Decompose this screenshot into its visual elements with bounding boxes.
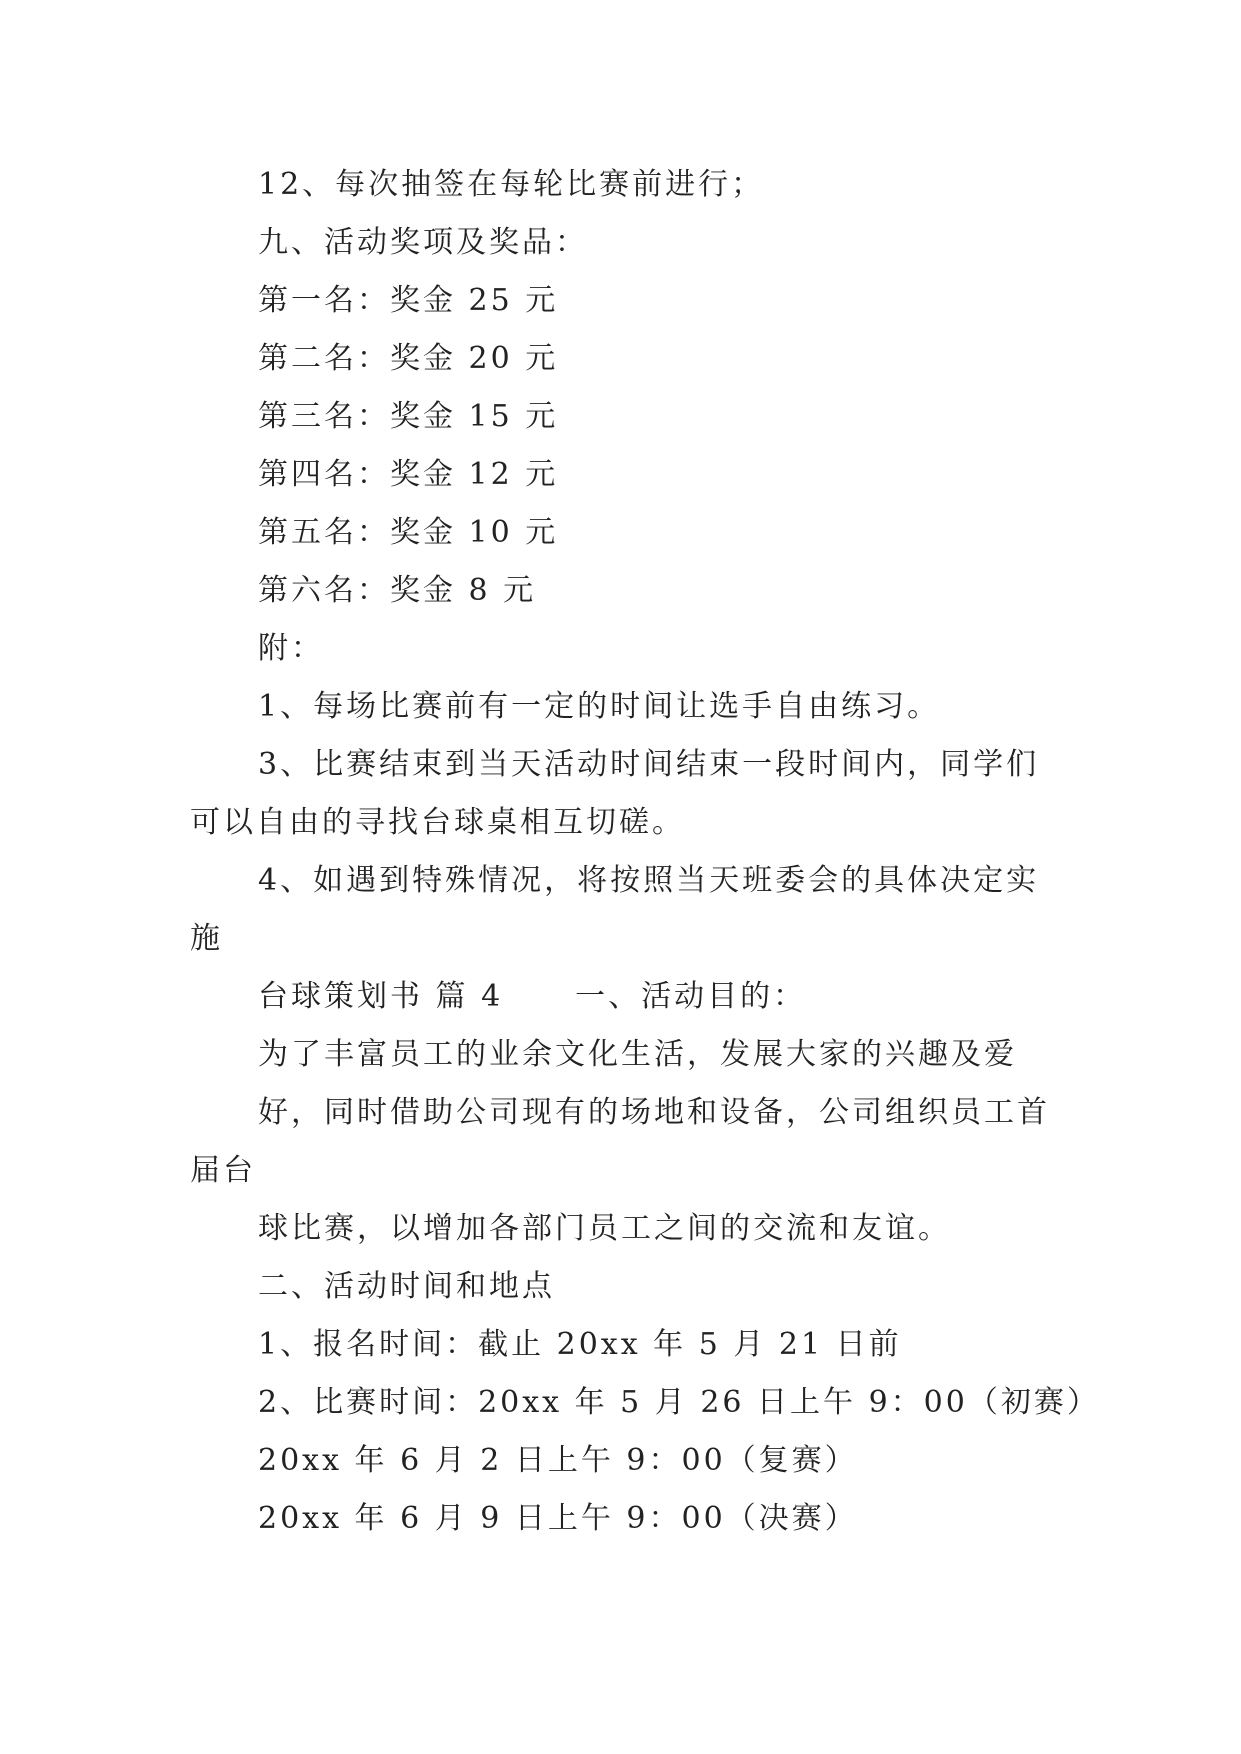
text-line: 20xx 年 6 月 2 日上午 9：00（复赛） [258,1443,858,1478]
text-line: 1、每场比赛前有一定的时间让选手自由练习。 [258,689,941,724]
chapter-title: 台球策划书 篇 4 [258,979,504,1014]
text-line: 可以自由的寻找台球桌相互切磋。 [190,805,685,840]
text-line: 球比赛，以增加各部门员工之间的交流和友谊。 [258,1211,951,1246]
appendix-label: 附： [258,631,324,666]
prize-line: 第四名：奖金 12 元 [258,457,559,492]
text-line: 为了丰富员工的业余文化生活，发展大家的兴趣及爱 [258,1037,1017,1072]
prize-line: 第六名：奖金 8 元 [258,573,537,608]
chapter-heading-line [258,977,806,1017]
text-line: 12、每次抽签在每轮比赛前进行； [258,167,765,202]
text-line: 4、如遇到特殊情况，将按照当天班委会的具体决定实 [258,863,1040,898]
text-line: 3、比赛结束到当天活动时间结束一段时间内，同学们 [258,747,1040,782]
section-heading: 一、活动目的： [575,979,807,1014]
text-line: 届台 [190,1153,256,1188]
prize-line: 第五名：奖金 10 元 [258,515,559,550]
section-heading: 二、活动时间和地点 [258,1269,555,1304]
prize-line: 第三名：奖金 15 元 [258,399,559,434]
text-line: 20xx 年 6 月 9 日上午 9：00（决赛） [258,1501,858,1536]
text-line: 1、报名时间：截止 20xx 年 5 月 21 日前 [258,1327,902,1362]
text-line: 施 [190,921,223,956]
section-heading: 九、活动奖项及奖品： [258,225,588,260]
prize-line: 第一名：奖金 25 元 [258,283,559,318]
text-line: 2、比赛时间：20xx 年 5 月 26 日上午 9：00（初赛） [258,1385,1100,1420]
text-line: 好，同时借助公司现有的场地和设备，公司组织员工首 [258,1095,1050,1130]
prize-line: 第二名：奖金 20 元 [258,341,559,376]
